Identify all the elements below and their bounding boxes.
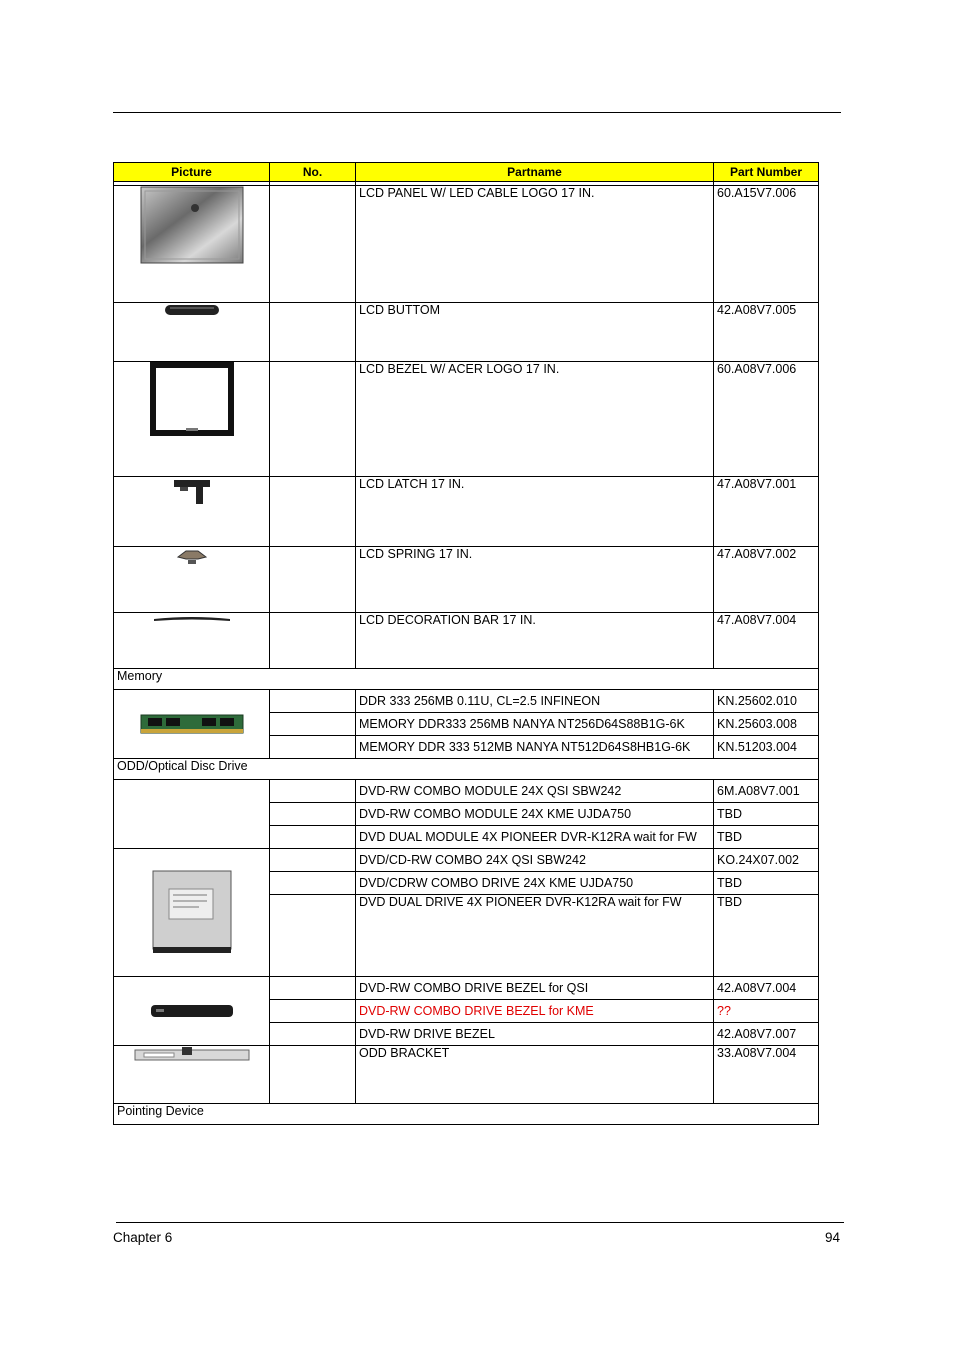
no-cell [270, 736, 356, 759]
picture-cell [114, 690, 270, 759]
no-cell [270, 547, 356, 613]
partname-cell: LCD LATCH 17 IN. [356, 477, 714, 547]
no-cell [270, 803, 356, 826]
part-number-cell: 6M.A08V7.001 [714, 780, 819, 803]
section-row [114, 759, 819, 780]
partname-cell: ODD BRACKET [356, 1046, 714, 1104]
top-rule [113, 112, 841, 113]
no-cell [270, 780, 356, 803]
partname-cell: DDR 333 256MB 0.11U, CL=2.5 INFINEON [356, 690, 714, 713]
no-cell [270, 1023, 356, 1046]
odd-bracket-icon [134, 1046, 250, 1064]
no-cell [270, 613, 356, 669]
table-row [114, 849, 819, 872]
table-row [114, 303, 819, 362]
no-cell [270, 186, 356, 303]
col-header-part-number: Part Number [714, 163, 819, 182]
table-row [114, 977, 819, 1000]
part-number-cell: KN.25603.008 [714, 713, 819, 736]
table-row [114, 362, 819, 477]
picture-cell [114, 303, 270, 362]
picture-cell [114, 477, 270, 547]
partname-cell: DVD/CDRW COMBO DRIVE 24X KME UJDA750 [356, 872, 714, 895]
part-number-cell: KO.24X07.002 [714, 849, 819, 872]
no-cell [270, 690, 356, 713]
no-cell [270, 872, 356, 895]
partname-cell: LCD DECORATION BAR 17 IN. [356, 613, 714, 669]
table-row [114, 477, 819, 547]
partname-cell: DVD/CD-RW COMBO 24X QSI SBW242 [356, 849, 714, 872]
table-row [114, 1046, 819, 1104]
lcd-panel-icon [140, 186, 244, 264]
partname-cell: DVD DUAL MODULE 4X PIONEER DVR-K12RA wait for FW [356, 826, 714, 849]
lcd-latch-icon [172, 477, 212, 505]
part-number-cell: ?? [714, 1000, 819, 1023]
partname-cell: DVD-RW DRIVE BEZEL [356, 1023, 714, 1046]
table-header-row [114, 163, 819, 182]
picture-cell [114, 849, 270, 977]
partname-cell: LCD BUTTOM [356, 303, 714, 362]
picture-cell [114, 186, 270, 303]
picture-cell [114, 977, 270, 1046]
partname-cell: MEMORY DDR 333 512MB NANYA NT512D64S8HB1G-6K [356, 736, 714, 759]
partname-cell: DVD-RW COMBO DRIVE BEZEL for QSI [356, 977, 714, 1000]
partname-cell: DVD-RW COMBO MODULE 24X KME UJDA750 [356, 803, 714, 826]
no-cell [270, 303, 356, 362]
part-number-cell: 47.A08V7.002 [714, 547, 819, 613]
footer-chapter: Chapter 6 [113, 1230, 173, 1245]
partname-cell: MEMORY DDR333 256MB NANYA NT256D64S88B1G-6K [356, 713, 714, 736]
table-row [114, 780, 819, 803]
col-header-partname: Partname [356, 163, 714, 182]
lcd-spring-icon [176, 547, 208, 565]
table-row [114, 613, 819, 669]
picture-cell [114, 1046, 270, 1104]
table-row [114, 690, 819, 713]
picture-cell [114, 780, 270, 849]
no-cell [270, 826, 356, 849]
footer-page-number: 94 [824, 1230, 840, 1245]
partname-cell: DVD DUAL DRIVE 4X PIONEER DVR-K12RA wait for FW [356, 895, 714, 977]
section-row [114, 1104, 819, 1125]
col-header-picture: Picture [114, 163, 270, 182]
no-cell [270, 895, 356, 977]
part-number-cell: KN.25602.010 [714, 690, 819, 713]
part-number-cell: 42.A08V7.004 [714, 977, 819, 1000]
lcd-button-icon [164, 303, 220, 317]
part-number-cell: TBD [714, 826, 819, 849]
part-number-cell: 42.A08V7.007 [714, 1023, 819, 1046]
no-cell [270, 849, 356, 872]
partname-cell: DVD-RW COMBO MODULE 24X QSI SBW242 [356, 780, 714, 803]
no-cell [270, 713, 356, 736]
no-cell [270, 1046, 356, 1104]
lcd-decoration-bar-icon [152, 613, 232, 623]
partname-cell: LCD PANEL W/ LED CABLE LOGO 17 IN. [356, 186, 714, 303]
picture-cell [114, 362, 270, 477]
picture-cell [114, 613, 270, 669]
section-pointing: Pointing Device [114, 1104, 819, 1125]
no-cell [270, 362, 356, 477]
parts-table [113, 162, 819, 1125]
no-cell [270, 977, 356, 1000]
partname-cell: LCD SPRING 17 IN. [356, 547, 714, 613]
part-number-cell: 42.A08V7.005 [714, 303, 819, 362]
part-number-cell: 33.A08V7.004 [714, 1046, 819, 1104]
bottom-rule [116, 1222, 844, 1223]
part-number-cell: 60.A15V7.006 [714, 186, 819, 303]
part-number-cell: TBD [714, 895, 819, 977]
part-number-cell: 60.A08V7.006 [714, 362, 819, 477]
col-header-no: No. [270, 163, 356, 182]
optical-drive-icon [149, 869, 235, 957]
memory-module-icon [140, 713, 244, 735]
part-number-cell: TBD [714, 872, 819, 895]
no-cell [270, 1000, 356, 1023]
table-row [114, 547, 819, 613]
part-number-cell: 47.A08V7.001 [714, 477, 819, 547]
lcd-bezel-icon [150, 362, 234, 436]
partname-cell: DVD-RW COMBO DRIVE BEZEL for KME [356, 1000, 714, 1023]
section-memory: Memory [114, 669, 819, 690]
picture-cell [114, 547, 270, 613]
no-cell [270, 477, 356, 547]
section-row [114, 669, 819, 690]
drive-bezel-icon [150, 1003, 234, 1019]
table-row [114, 186, 819, 303]
part-number-cell: KN.51203.004 [714, 736, 819, 759]
part-number-cell: TBD [714, 803, 819, 826]
partname-cell: LCD BEZEL W/ ACER LOGO 17 IN. [356, 362, 714, 477]
section-odd: ODD/Optical Disc Drive [114, 759, 819, 780]
part-number-cell: 47.A08V7.004 [714, 613, 819, 669]
